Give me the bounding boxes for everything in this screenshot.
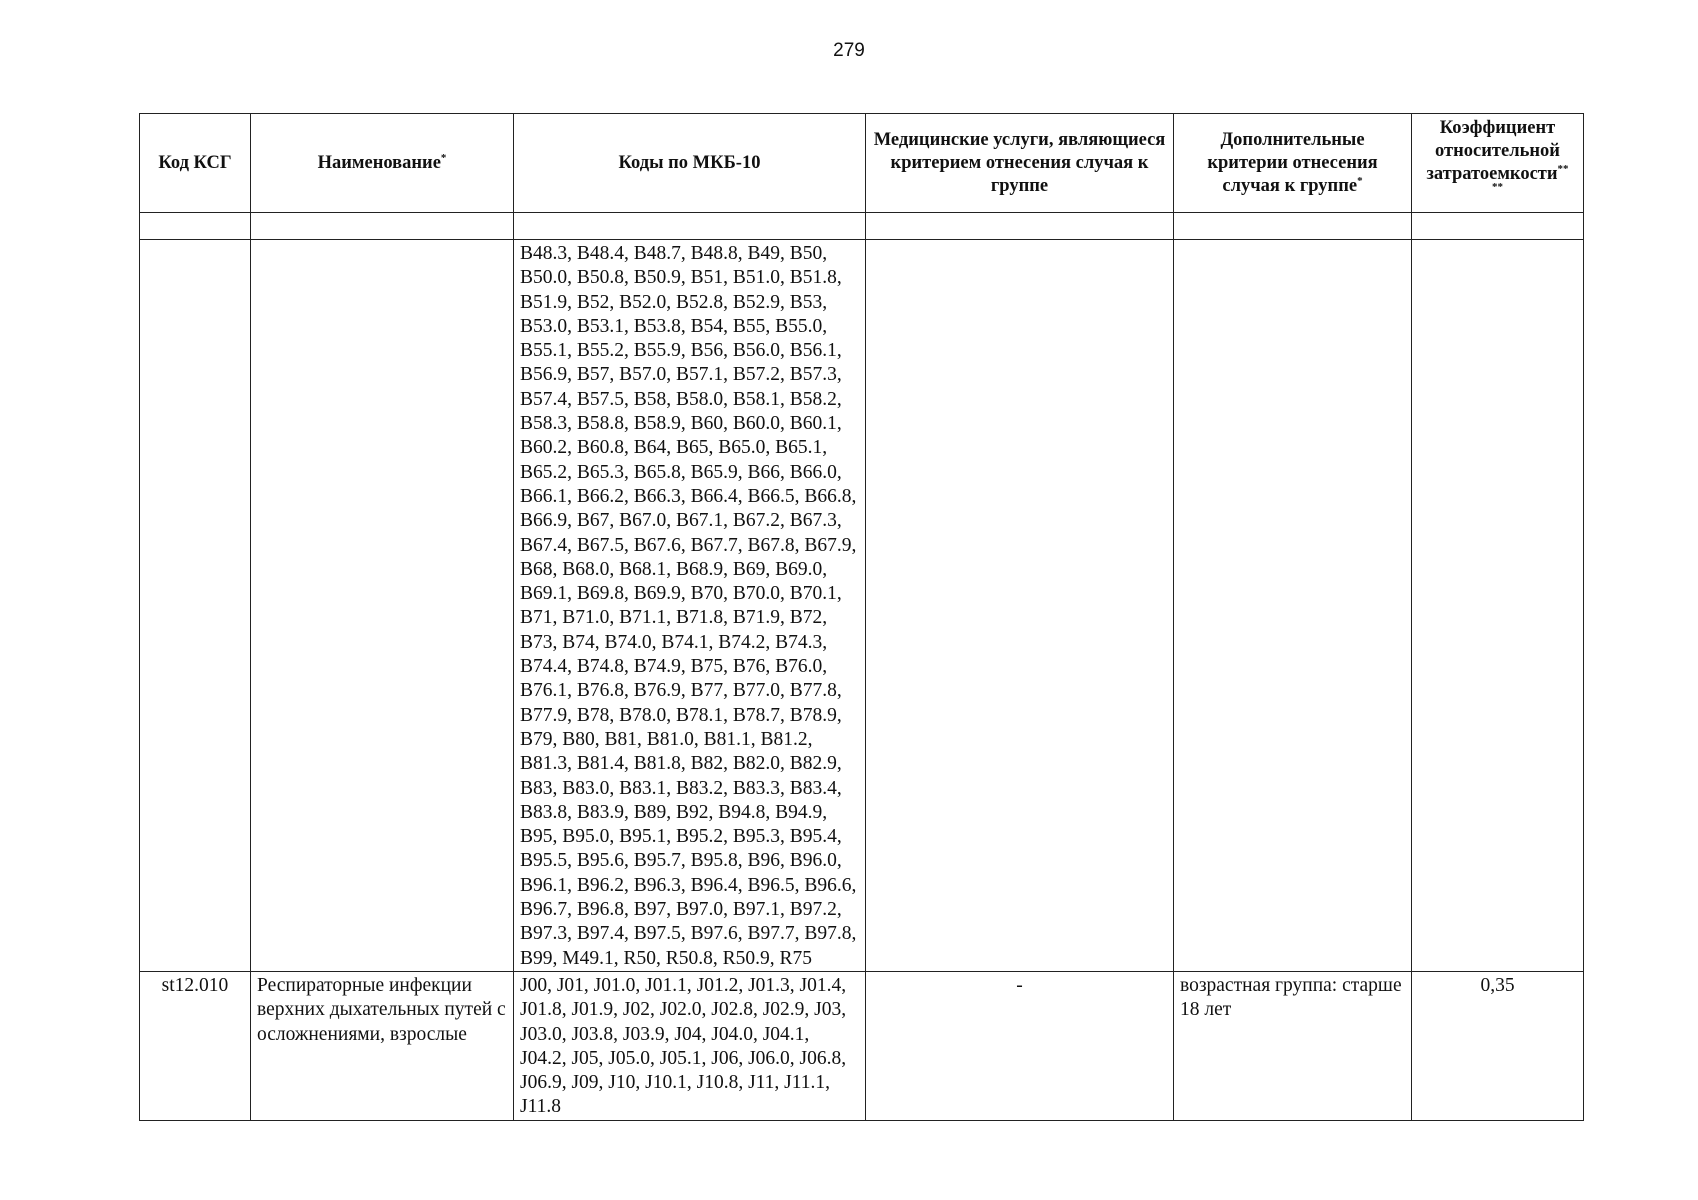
ksg-table	[139, 113, 1584, 1121]
cell-name: Респираторные инфекции верхних дыхательных путей с осложнениями, взрослые	[251, 971, 514, 1120]
spacer-cell	[866, 213, 1174, 240]
header-icd: Коды по МКБ-10	[514, 114, 866, 213]
header-code: Код КСГ	[140, 114, 251, 213]
table-row	[140, 240, 1584, 972]
footnote-mark: *	[440, 151, 447, 164]
footnote-mark: *	[1357, 174, 1363, 187]
cell-coef	[1412, 240, 1584, 972]
header-coef: Коэффициент относительной затратоемкости** **	[1412, 114, 1584, 213]
cell-extra: возрастная группа: старше 18 лет	[1174, 971, 1412, 1120]
header-row	[140, 114, 1584, 213]
cell-coef: 0,35	[1412, 971, 1584, 1120]
cell-code	[140, 240, 251, 972]
cell-services: -	[866, 971, 1174, 1120]
cell-extra	[1174, 240, 1412, 972]
cell-icd: B48.3, B48.4, B48.7, B48.8, B49, B50, B50.0, B50.8, B50.9, B51, B51.0, B51.8, B51.9, B52, B52.0, B52.8, B52.9, B53, B53.0, B53.1, B53.8, B54, B55, B55.0, B55.1, B55.2, B55.9, B56, B56.0, B56.1, B56.9, B57, B57.0, B57.1, B57.2, B57.3, B57.4, B57.5, B58, B58.0, B58.1, B58.2, B58.3, B58.8, B58.9, B60, B60.0, B60.1, B60.2, B60.8, B64, B65, B65.0, B65.1, B65.2, B65.3, B65.8, B65.9, B66, B66.0, B66.1, B66.2, B66.3, B66.4, B66.5, B66.8, B66.9, B67, B67.0, B67.1, B67.2, B67.3, B67.4, B67.5, B67.6, B67.7, B67.8, B67.9, B68, B68.0, B68.1, B68.9, B69, B69.0, B69.1, B69.8, B69.9, B70, B70.0, B70.1, B71, B71.0, B71.1, B71.8, B71.9, B72, B73, B74, B74.0, B74.1, B74.2, B74.3, B74.4, B74.8, B74.9, B75, B76, B76.0, B76.1, B76.8, B76.9, B77, B77.0, B77.8, B77.9, B78, B78.0, B78.1, B78.7, B78.9, B79, B80, B81, B81.0, B81.1, B81.2, B81.3, B81.4, B81.8, B82, B82.0, B82.9, B83, B83.0, B83.1, B83.2, B83.3, B83.4, B83.8, B83.9, B89, B92, B94.8, B94.9, B95, B95.0, B95.1, B95.2, B95.3, B95.4, B95.5, B95.6, B95.7, B95.8, B96, B96.0, B96.1, B96.2, B96.3, B96.4, B96.5, B96.6, B96.7, B96.8, B97, B97.0, B97.1, B97.2, B97.3, B97.4, B97.5, B97.6, B97.7, B97.8, B99, M49.1, R50, R50.8, R50.9, R75	[514, 240, 866, 972]
header-name: Наименование*	[251, 114, 514, 213]
cell-code: st12.010	[140, 971, 251, 1120]
spacer-cell	[1412, 213, 1584, 240]
table-row	[140, 971, 1584, 1120]
header-services: Медицинские услуги, являющиеся критерием отнесения случая к группе	[866, 114, 1174, 213]
cell-icd: J00, J01, J01.0, J01.1, J01.2, J01.3, J01.4, J01.8, J01.9, J02, J02.0, J02.8, J02.9, J03, J03.0, J03.8, J03.9, J04, J04.0, J04.1, J04.2, J05, J05.0, J05.1, J06, J06.0, J06.8, J06.9, J09, J10, J10.1, J10.8, J11, J11.1, J11.8	[514, 971, 866, 1120]
footnote-mark: **	[1492, 181, 1503, 193]
spacer-row	[140, 213, 1584, 240]
cell-services	[866, 240, 1174, 972]
header-extra: Дополнительные критерии отнесения случая к группе*	[1174, 114, 1412, 213]
spacer-cell	[1174, 213, 1412, 240]
cell-name	[251, 240, 514, 972]
spacer-cell	[251, 213, 514, 240]
page-number: 279	[833, 40, 865, 61]
spacer-cell	[514, 213, 866, 240]
spacer-cell	[140, 213, 251, 240]
footnote-mark: **	[1557, 162, 1569, 175]
